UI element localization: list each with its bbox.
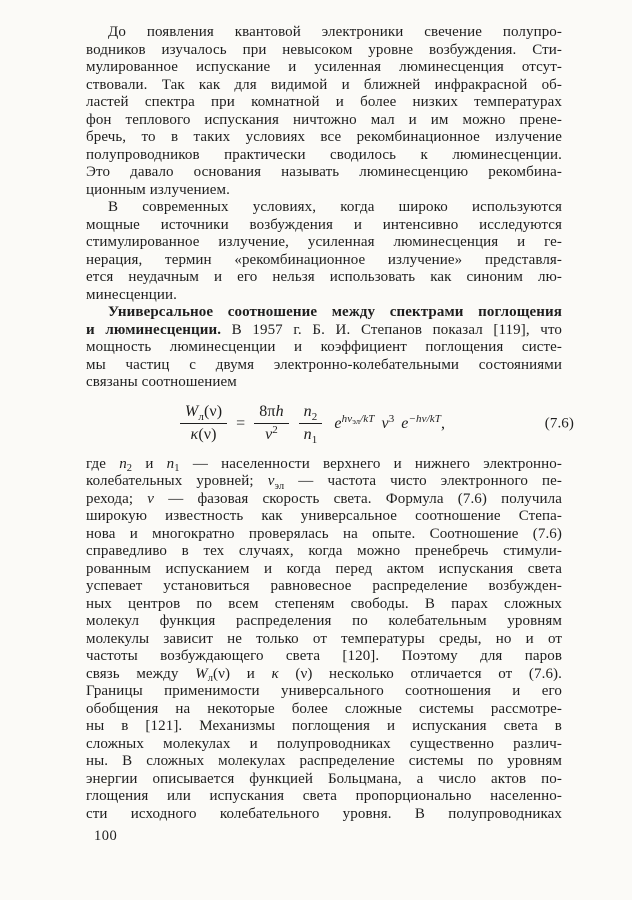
fraction-n2-over-n1: [299, 403, 323, 446]
text-line: мулированное испускание и усиленная люминесценция отсут-: [86, 59, 562, 75]
text-line: нова и многократно проверялась на опыте. Соотношение (7.6): [86, 525, 562, 542]
text-line: Границы применимости универсального соотношения и его: [86, 683, 562, 699]
text-line: До появления квантовой электроники свечение полупро-: [108, 24, 562, 40]
text-line: ны в [121]. Механизмы поглощения и испускания света в: [86, 718, 562, 734]
text-line: В современных условиях, когда широко используются: [108, 199, 562, 215]
text-line: связаны соотношением: [86, 374, 237, 390]
text-line: ется неудачным и его нельзя использовать как синоним лю-: [86, 269, 562, 285]
text-line: и люминесценции. В 1957 г. Б. И. Степанов показал [119], что: [86, 321, 562, 338]
text-line: частоты возбуждающего света [120]. Поэтому для паров: [86, 648, 562, 664]
text-line: минесценции.: [86, 286, 177, 303]
text-line: бречь, то в таких условиях все рекомбинационное излучение: [86, 129, 562, 145]
text-line: стимулированное излучение, усиленная люминесценция и ге-: [86, 234, 562, 250]
text-line: мощность люминесценции и коэффициент поглощения систе-: [86, 339, 562, 355]
text-line: справедливо в тех случаях, когда можно пренебречь стимули-: [86, 543, 562, 559]
fraction-wl-over-kappa: [180, 404, 227, 443]
text-line: рехода; v — фазовая скорость света. Формула (7.6) получила: [86, 490, 562, 507]
text-line: обобщения на некоторые более сложные системы рассмотре-: [86, 700, 562, 717]
text-line: широкую известность как универсальное соотношение Степа-: [86, 508, 562, 524]
exponential-term-2: $e^{-h\nu/kT}$,: [401, 412, 446, 432]
text-line: водников изучалось при невысоком уровне возбуждения. Сти-: [86, 41, 562, 58]
text-line: рованным испусканием и когда перед актом испускания света: [86, 560, 562, 577]
exponential-term-1: $e^{h\nu эл/kT}$: [334, 412, 375, 432]
text-line: колебательных уровней; $\nu_{эл}$ — частота чисто электронного пе-: [86, 473, 563, 492]
text-line: мощные источники возбуждения и интенсивно исследуются: [86, 216, 562, 233]
text-line: полупроводников практически сводилось к люминесценции.: [86, 146, 562, 163]
body-text-below-equation: [86, 456, 562, 824]
paragraph: [86, 456, 562, 824]
text-line: сти исходного колебательного уровня. В полупроводниках: [86, 805, 562, 822]
fraction-numerator: $n_2$: [299, 404, 323, 424]
text-line: Универсальное соотношение между спектрами поглощения: [108, 304, 562, 320]
text-line: нерация, термин «рекомбинационное излучение» представля-: [86, 251, 562, 268]
paragraph: [86, 199, 562, 304]
text-line: ны. В сложных молекулах распределение системы по уровням: [86, 753, 562, 769]
page-number: 100: [94, 828, 118, 844]
text-line: ствовали. Так как для видимой и ближней инфракрасной об-: [86, 76, 562, 93]
equation-number: (7.6): [544, 415, 574, 431]
text-line: ционным излучением.: [86, 181, 230, 198]
paragraph: [86, 24, 562, 199]
equation-body: [175, 403, 446, 446]
fraction-numerator: $W_л(\nu)$: [180, 404, 227, 424]
text-line: молекулы зависит не только от температуры среды, но и от: [86, 630, 562, 647]
text-line: мы частиц с двумя электронно-колебательными состояниями: [86, 356, 562, 373]
text-line: фон теплового испускания ничтожно мал и им можно прене-: [86, 111, 562, 128]
text-line: глощения или испускания света пропорционально населенно-: [86, 788, 562, 804]
fraction-denominator: κ(ν): [190, 426, 217, 443]
text-line: Это давало основания называть люминесценцию рекомбина-: [86, 164, 562, 180]
text-column: [86, 24, 574, 823]
text-line: связь между $W_л(\nu)$ и κ (ν) несколько отличается от (7.6).: [86, 665, 562, 684]
text-line: успевает установиться равновесное распределение возбужден-: [86, 578, 562, 594]
fraction-8pih-over-v2: [254, 404, 288, 443]
nu-cubed-term: $\nu^3$: [381, 412, 395, 432]
fraction-denominator: $n_1$: [303, 426, 318, 446]
paragraph: [86, 304, 562, 392]
text-line: ных центров по всем степеням свободы. В парах сложных: [86, 595, 562, 612]
fraction-numerator: 8πh: [254, 404, 288, 424]
body-text-above-equation: [86, 24, 562, 392]
text-line: где $n_2$ и $n_1$ — населенности верхнего и нижнего электронно-: [86, 455, 562, 474]
equals-sign: =: [236, 414, 246, 432]
text-line: молекул функция распределения по колебательным уровням: [86, 613, 562, 629]
fraction-denominator: $v^2$: [265, 424, 278, 443]
text-line: сложных молекулах и полупроводниках существенно различ-: [86, 735, 562, 752]
text-line: энергии описывается функцией Больцмана, а число актов по-: [86, 770, 562, 787]
text-line: ластей спектра при комнатной и более низких температурах: [86, 94, 562, 110]
equation-7-6: [86, 392, 574, 456]
